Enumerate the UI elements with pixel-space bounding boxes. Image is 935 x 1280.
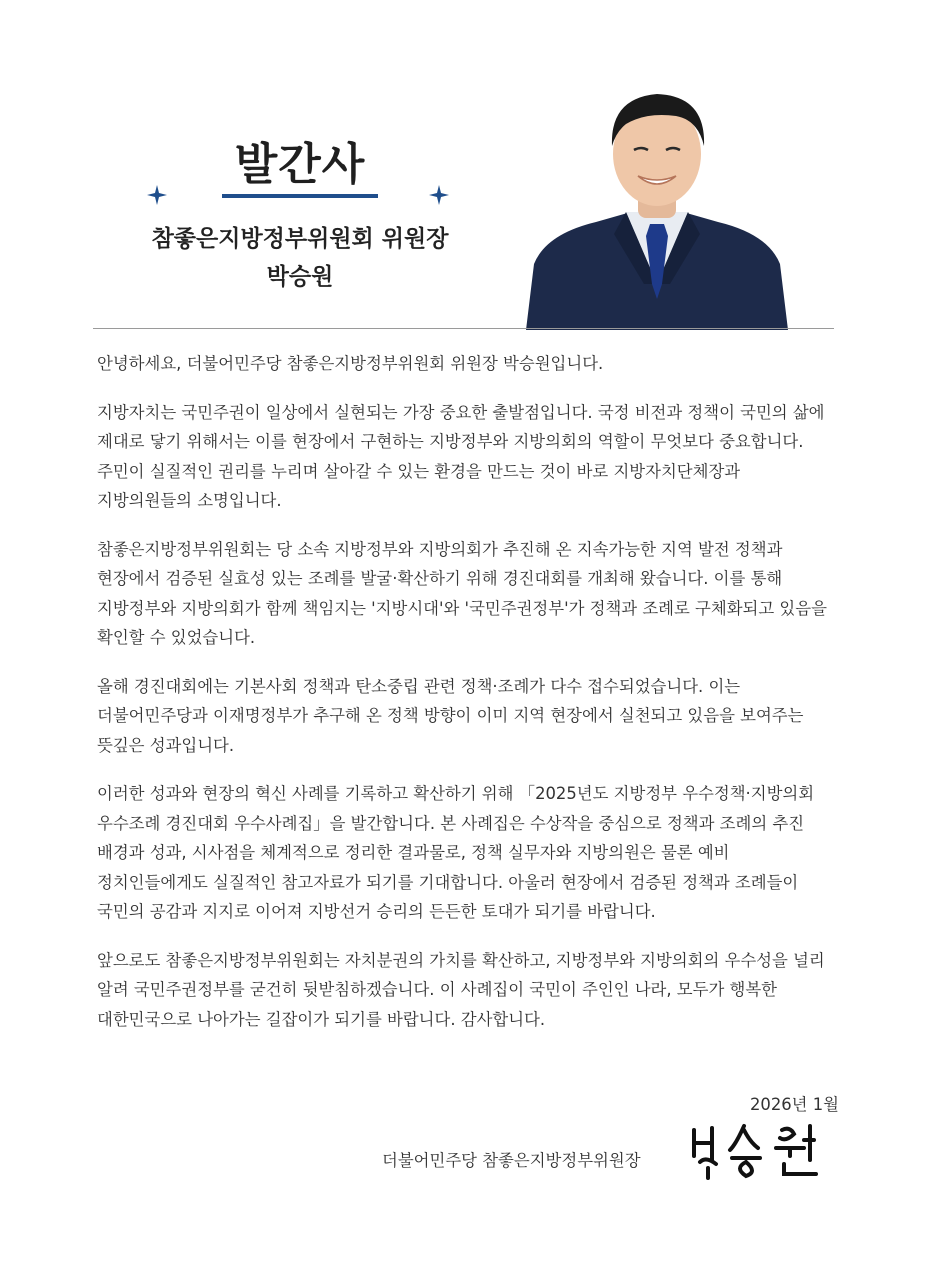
paragraph: 올해 경진대회에는 기본사회 정책과 탄소중립 관련 정책·조례가 다수 접수되었습니다. 이는 더불어민주당과 이재명정부가 추구해 온 정책 방향이 이미 지역 현장에서 실천되고 있음을 보여주는 뜻깊은 성과입니다.: [97, 676, 804, 755]
title-underline: [222, 194, 378, 198]
paragraph: 참좋은지방정부위원회는 당 소속 지방정부와 지방의회가 추진해 온 지속가능한 지역 발전 정책과 현장에서 검증된 실효성 있는 조례를 발굴·확산하기 위해 경진대회를 개최해 왔습니다. 이를 통해 지방정부와 지방의회가 함께 책임지는 '지방시대'와 '국민주권정부'가 정책과 조례로 구체화되고 있음을 확인할 수 있었습니다.: [97, 539, 827, 647]
author-role: 참좋은지방정부위원회 위원장: [151, 226, 449, 252]
paragraph: 지방자치는 국민주권이 일상에서 실현되는 가장 중요한 출발점입니다. 국정 비전과 정책이 국민의 삶에 제대로 닿기 위해서는 이를 현장에서 구현하는 지방정부와 지방의회의 역할이 무엇보다 중요합니다. 주민이 실질적인 권리를 누리며 살아갈 수 있는 환경을 만드는 것이 바로 지방자치단체장과 지방의원들의 소명입니다.: [97, 402, 825, 510]
paragraph: 앞으로도 참좋은지방정부위원회는 자치분권의 가치를 확산하고, 지방정부와 지방의회의 우수성을 널리 알려 국민주권정부를 굳건히 뒷받침하겠습니다. 이 사례집이 국민이 주인인 나라, 모두가 행복한 대한민국으로 나아가는 길잡이가 되기를 바랍니다. 감사합니다.: [97, 950, 825, 1029]
publication-date: 2026년 1월: [749, 1095, 839, 1114]
handwritten-signature: [686, 1116, 836, 1180]
message-body: [97, 349, 839, 1053]
signer-organization: 더불어민주당 참좋은지방정부위원장: [382, 1151, 641, 1170]
sparkle-icon: [429, 185, 449, 205]
portrait-photo: [526, 84, 788, 330]
sparkle-icon: [147, 185, 167, 205]
author-name: 박승원: [266, 264, 334, 290]
page-title: 발간사: [234, 139, 366, 190]
header-divider: [93, 328, 834, 329]
paragraph: 안녕하세요, 더불어민주당 참좋은지방정부위원회 위원장 박승원입니다.: [97, 354, 604, 373]
header: [0, 0, 935, 330]
paragraph: 이러한 성과와 현장의 혁신 사례를 기록하고 확산하기 위해 「2025년도 지방정부 우수정책·지방의회 우수조례 경진대회 우수사례집」을 발간합니다. 본 사례집은 수상작을 중심으로 정책과 조례의 추진 배경과 성과, 시사점을 체계적으로 정리한 결과물로, 정책 실무자와 지방의원은 물론 예비 정치인들에게도 실질적인 참고자료가 되기를 기대합니다. 아울러 현장에서 검증된 정책과 조례들이 국민의 공감과 지지로 이어져 지방선거 승리의 든든한 토대가 되기를 바랍니다.: [97, 784, 815, 921]
